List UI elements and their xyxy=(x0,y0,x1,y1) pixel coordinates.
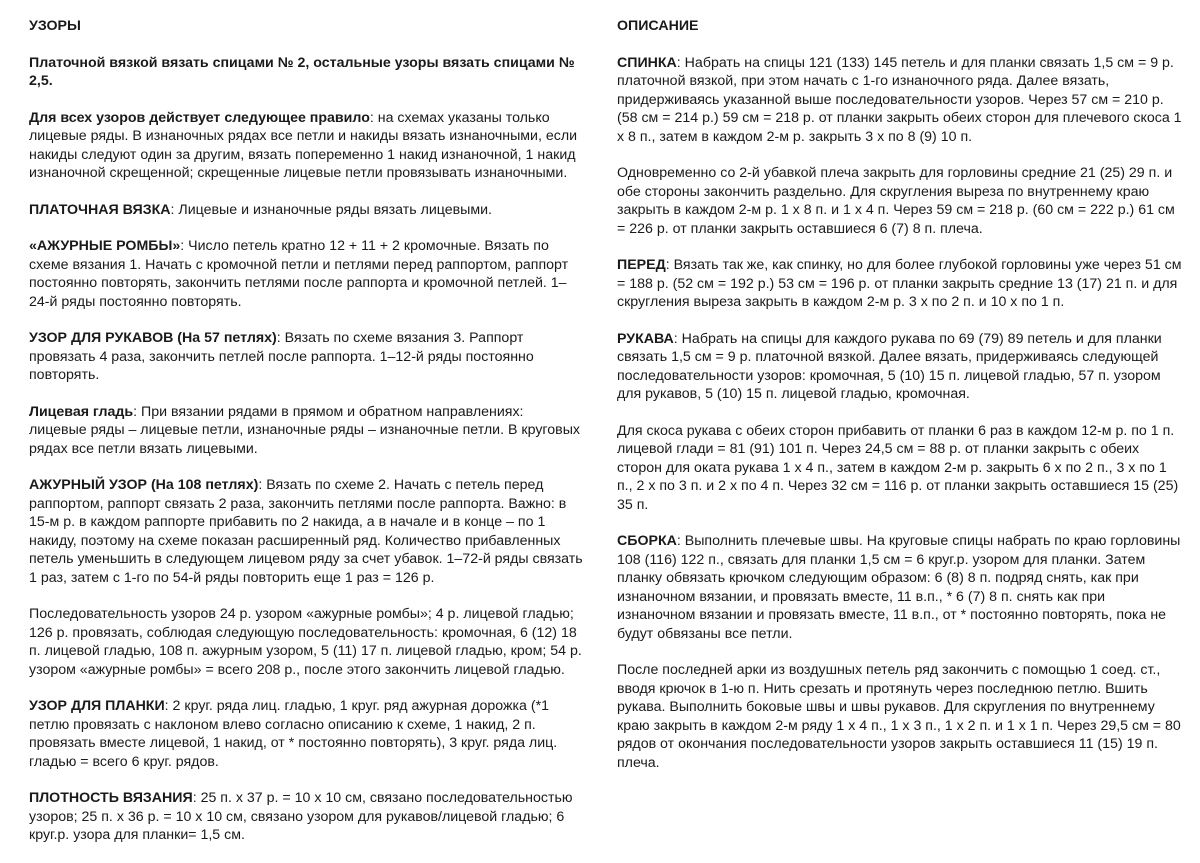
gauge-text: : 25 п. х 37 р. = 10 х 10 см, связано последовательностью узоров; 25 п. х 36 р. = 10 х 10 см, связано узором для рукавов/лицевой гладью; 6 круг.р. узора для планки= 1,5 см. xyxy=(29,790,573,843)
pattern-sequence-text: Последовательность узоров 24 р. узором «ажурные ромбы»; 4 р. лицевой гладью; 126 р. провязать, соблюдая следующую последовательность: кромочная, 6 (12) 18 п. лицевой гладью, 108 п. ажурным узором, 5 (11) 17 п. лицевой гладью, кром; 54 р. узором «ажурные ромбы» = всего 208 р., после этого закончить лицевой гладью. xyxy=(29,606,582,678)
openwork-pattern-text: : Вязать по схеме 2. Начать с петель перед раппортом, раппорт связать 2 раза, закончить петлями после раппорта. Важно: в 15-м р. в каждом раппорте прибавить по 2 накида, а в начале и в конце – по 1 накиду, поэтому на схеме показан расширенный ряд. Количество прибавленных петель уменьшить в следующем лицевом ряду за счет убавок. 1–72-й ряды связать 1 раз, затем с 1-го по 54-й ряды повторить еще 1 раз = 126 р. xyxy=(29,477,583,586)
sleeves-lead: РУКАВА xyxy=(617,330,674,347)
band-pattern xyxy=(29,697,585,771)
stockinette xyxy=(29,403,585,459)
assembly-text: : Выполнить плечевые швы. На круговые спицы набрать по краю горловины 108 (116) 122 п., связать для планки 1,5 см = 6 круг.р. узором для планки. Затем планку обвязать крючком следующим образом: 6 (8) 8 п. подряд снять, как при изнаночном вязании, и провязать вместе, 11 в.п., * 6 (7) 8 п. снять как при изнаночном вязании и провязать вместе, 11 в.п., от * постоянно повторять, пока не будут обвязаны все петли. xyxy=(617,533,1181,642)
sleeves-text: : Набрать на спицы для каждого рукава по 69 (79) 89 петель и для планки связать 1,5 см = 9 р. платочной вязкой. Далее вязать, придерживаясь следующей последовательности узоров: кромочная, 5 (10) 15 п. лицевой гладью, 57 п. узором для рукавов, 5 (10) 15 п. лицевой гладью, кромочная. xyxy=(617,330,1162,402)
front-section xyxy=(617,256,1183,312)
band-pattern-lead: УЗОР ДЛЯ ПЛАНКИ xyxy=(29,698,165,714)
openwork-pattern-lead: АЖУРНЫЙ УЗОР (На 108 петлях) xyxy=(29,477,259,493)
sleeve-pattern-text: : Вязать по схеме вязания 3. Раппорт провязать 4 раза, закончить петлей после раппорта. 1–12-й ряды постоянно повторять. xyxy=(29,330,534,383)
patterns-column xyxy=(29,17,585,863)
description-column xyxy=(617,17,1183,790)
back-text: : Набрать на спицы 121 (133) 145 петель и для планки связать 1,5 см = 9 р. платочной вязкой, при этом начать с 1-го изнаночного ряда. Далее вязать, придерживаясь указанной выше последовательности узоров. Через 57 см = 210 р. (58 см = 214 р.) 59 см = 218 р. от планки закрыть обеих сторон для плечевого скоса 1 х 8 п., затем в каждом 2-м р. закрыть 3 х по 8 (9) 10 п. xyxy=(617,54,1182,145)
gauge-lead: ПЛОТНОСТЬ ВЯЗАНИЯ xyxy=(29,790,193,806)
sleeve-pattern xyxy=(29,329,585,385)
finishing-section xyxy=(617,661,1183,772)
garter-stitch-lead: ПЛАТОЧНАЯ ВЯЗКА xyxy=(29,201,171,218)
gauge xyxy=(29,789,585,845)
description-heading: ОПИСАНИЕ xyxy=(617,18,699,34)
openwork-diamonds-text: : Число петель кратно 12 + 11 + 2 кромочные. Вязать по схеме вязания 1. Начать с кромочной петли и петлями перед раппортом, раппорт постоянно повторять, закончить петлями после раппорта и кромочной петлей. 1–24-й ряды постоянно повторять. xyxy=(29,238,569,310)
neckline-text: Одновременно со 2-й убавкой плеча закрыть для горловины средние 21 (25) 29 п. и обе стороны закончить раздельно. Для скругления выреза по внутреннему краю закрыть в каждом 2-м р. 1 х 8 п. и 1 х 4 п. Через 59 см = 218 р. (60 см = 222 р.) 61 см = 226 р. от планки закрыть оставшиеся 6 (7) 8 п. плеча. xyxy=(617,165,1175,237)
neckline-section xyxy=(617,164,1183,238)
finishing-text: После последней арки из воздушных петель ряд закончить с помощью 1 соед. ст., вводя крючок в 1-ю п. Нить срезать и протянуть через последнюю петлю. Вшить рукава. Выполнить боковые швы и швы рукавов. Для скругления по внутреннему краю закрыть в каждом 2-м ряду 1 х 4 п., 1 х 3 п., 1 х 2 п. и 1 х 1 п. Через 29,5 см = 80 рядов от окончания последовательности узоров закрыть оставшиеся 11 (15) 19 п. плеча. xyxy=(617,662,1181,771)
openwork-diamonds xyxy=(29,237,585,311)
stockinette-lead: Лицевая гладь xyxy=(29,403,134,420)
front-text: : Вязать так же, как спинку, но для более глубокой горловины уже через 51 см = 188 р. (52 см = 192 р.) 53 см = 196 р. от планки закрыть средние 13 (17) 21 п. и для скругления выреза закрыть в каждом 2-м р. 3 х по 2 п. и 10 х по 1 п. xyxy=(617,257,1182,310)
back-section xyxy=(617,54,1183,147)
openwork-pattern xyxy=(29,476,585,587)
general-rule-lead: Для всех узоров действует следующее правило xyxy=(29,109,370,126)
pattern-sequence xyxy=(29,605,585,679)
garter-stitch-text: : Лицевые и изнаночные ряды вязать лицевыми. xyxy=(170,201,492,218)
front-lead: ПЕРЕД xyxy=(617,257,666,273)
garter-stitch xyxy=(29,201,585,220)
patterns-heading: УЗОРЫ xyxy=(29,18,81,34)
needles-note xyxy=(29,54,585,91)
openwork-diamonds-lead: «АЖУРНЫЕ РОМБЫ» xyxy=(29,238,181,254)
sleeve-shaping-text: Для скоса рукава с обеих сторон прибавить от планки 6 раз в каждом 12-м р. по 1 п. лицевой глади = 81 (91) 101 п. Через 24,5 см = 88 р. от планки закрыть с обеих сторон для оката рукава 1 х 4 п., затем в каждом 2-м р. закрыть 6 х по 2 п., 3 х по 1 п., 2 х по 3 п. и 2 х по 4 п. Через 32 см = 116 р. от планки закрыть оставшиеся 15 (25) 35 п. xyxy=(617,422,1179,513)
assembly-lead: СБОРКА xyxy=(617,533,677,549)
sleeve-shaping-section xyxy=(617,422,1183,515)
back-lead: СПИНКА xyxy=(617,54,677,71)
general-rule-text: : на схемах указаны только лицевые ряды. В изнаночных рядах все петли и накиды вязать изнаночными, если накиды следуют один за другим, вязать попеременно 1 накид изнаночной, 1 накид изнаночной скрещенной; скрещенные лицевые петли провязывать изнаночными. xyxy=(29,109,578,181)
sleeve-pattern-lead: УЗОР ДЛЯ РУКАВОВ (На 57 петлях) xyxy=(29,330,277,346)
assembly-section xyxy=(617,532,1183,643)
general-rule xyxy=(29,109,585,183)
needles-note-lead: Платочной вязкой вязать спицами № 2, остальные узоры вязать спицами № 2,5. xyxy=(29,54,575,89)
stockinette-text: : При вязании рядами в прямом и обратном направлениях: лицевые ряды – лицевые петли, изнаночные ряды – изнаночные петли. В круговых рядах все петли вязать лицевыми. xyxy=(29,403,580,457)
band-pattern-text: : 2 круг. ряда лиц. гладью, 1 круг. ряд ажурная дорожка (*1 петлю провязать с наклоном влево согласно описанию к схеме, 1 накид, 2 п. провязать вместе лицевой, 1 накид, от * постоянно повторять), 3 круг. ряда лиц. гладью = всего 6 круг. рядов. xyxy=(29,698,558,770)
sleeves-section xyxy=(617,330,1183,404)
